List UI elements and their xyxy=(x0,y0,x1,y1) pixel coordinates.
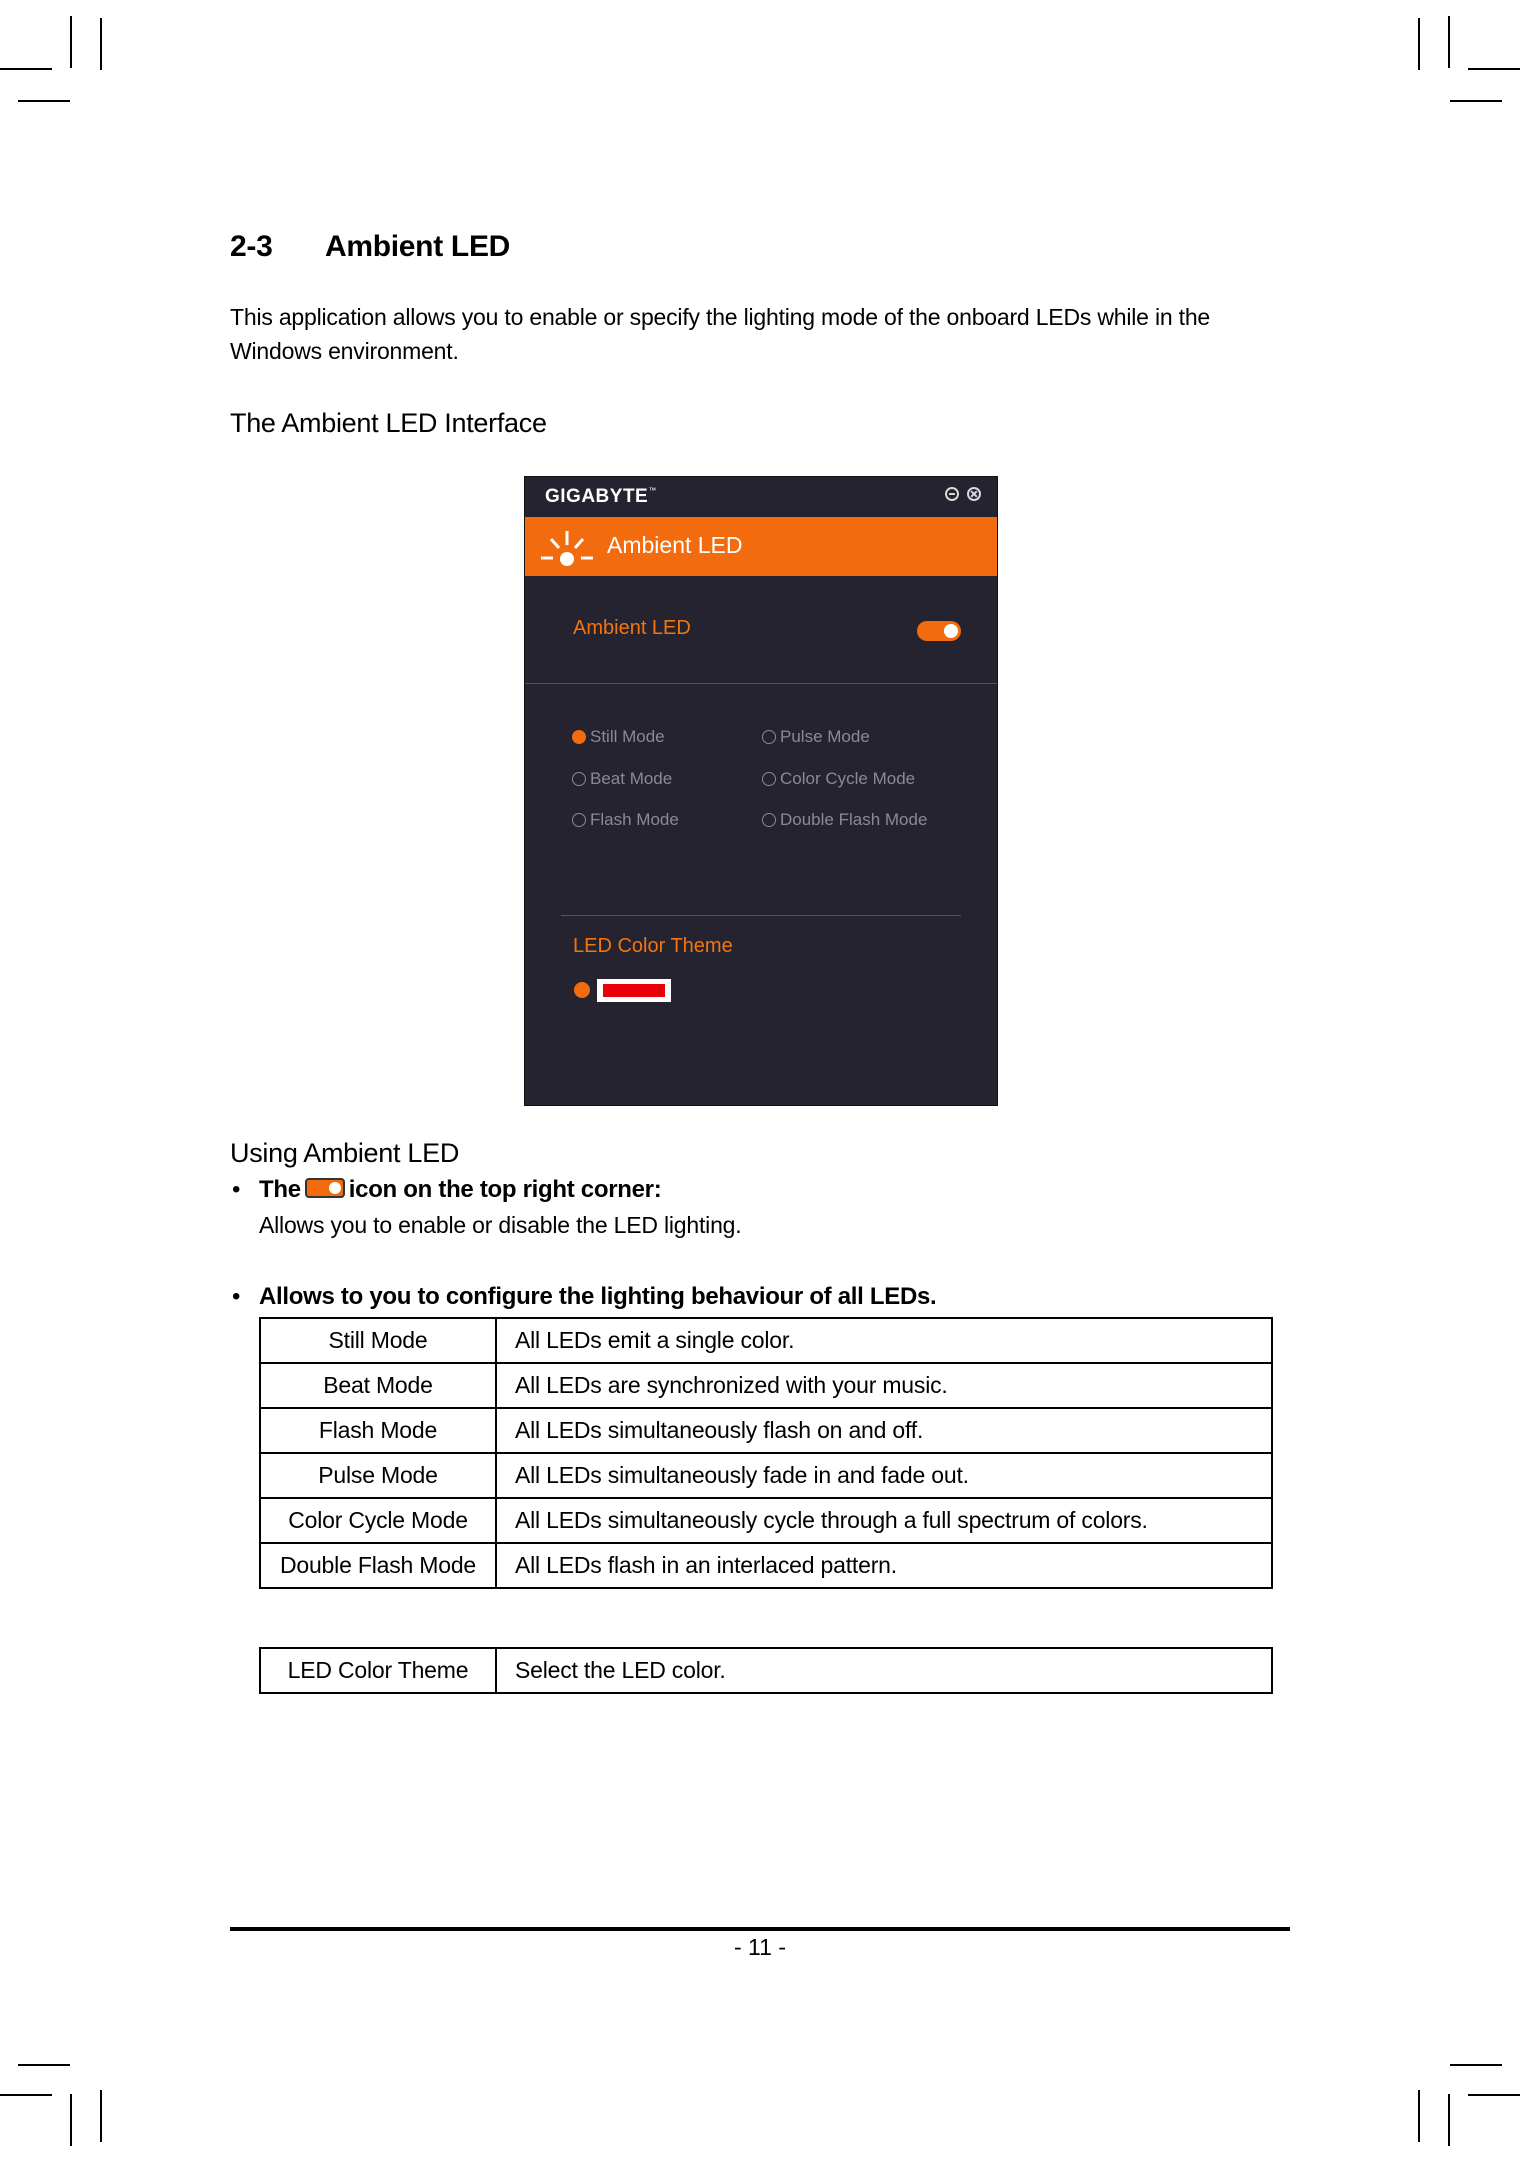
table-row xyxy=(260,1453,1272,1498)
radio-icon xyxy=(762,730,776,744)
toggle-icon xyxy=(305,1178,345,1198)
table-cell-mode: Pulse Mode xyxy=(260,1453,496,1498)
radio-icon xyxy=(572,730,586,744)
color-radio-icon[interactable] xyxy=(574,982,590,998)
table-row xyxy=(260,1543,1272,1588)
title-bar xyxy=(525,477,997,517)
mode-double-flash[interactable]: Double Flash Mode xyxy=(762,810,927,830)
crop-mark xyxy=(70,2094,72,2146)
ambient-led-toggle[interactable] xyxy=(917,621,961,641)
table-cell-desc: All LEDs simultaneously fade in and fade out. xyxy=(496,1453,1272,1498)
radio-icon xyxy=(762,813,776,827)
page-number: - 11 - xyxy=(734,1934,786,1960)
crop-mark xyxy=(100,2090,102,2142)
table-row xyxy=(260,1498,1272,1543)
crop-mark xyxy=(18,2064,70,2066)
crop-mark xyxy=(1448,2094,1450,2146)
radio-icon xyxy=(762,772,776,786)
table-row xyxy=(260,1408,1272,1453)
app-title: Ambient LED xyxy=(607,532,743,558)
footer-rule xyxy=(230,1927,1290,1931)
toggle-knob xyxy=(944,624,958,638)
intro-paragraph: This application allows you to enable or specify the lighting mode of the onboard LEDs while in the Windows environment. xyxy=(230,304,1211,364)
crop-mark xyxy=(1418,18,1420,70)
bullet-toggle-heading: The icon on the top right corner: xyxy=(259,1176,662,1203)
section-number: 2-3 xyxy=(230,230,273,263)
divider xyxy=(561,915,961,916)
table-row xyxy=(260,1363,1272,1408)
mode-table xyxy=(259,1317,1273,1589)
mode-flash[interactable]: Flash Mode xyxy=(572,810,679,830)
color-swatch-fill xyxy=(603,984,665,997)
table-cell-mode: Beat Mode xyxy=(260,1363,496,1408)
section-title: Ambient LED xyxy=(325,230,511,263)
crop-mark xyxy=(1450,2064,1502,2066)
crop-mark xyxy=(0,68,52,70)
usage-heading: Using Ambient LED xyxy=(230,1138,460,1168)
mode-beat[interactable]: Beat Mode xyxy=(572,769,672,789)
crop-mark xyxy=(70,16,72,68)
table-cell-desc: Select the LED color. xyxy=(496,1648,1272,1693)
table-cell-mode: Still Mode xyxy=(260,1318,496,1363)
ambient-led-label: Ambient LED xyxy=(573,617,691,639)
bullet-dot: • xyxy=(232,1283,241,1310)
crop-mark xyxy=(1468,2094,1520,2096)
section-heading xyxy=(230,230,510,264)
table-cell-mode: Color Cycle Mode xyxy=(260,1498,496,1543)
sun-led-icon xyxy=(537,521,601,573)
crop-mark xyxy=(18,100,70,102)
table-cell-mode: LED Color Theme xyxy=(260,1648,496,1693)
mode-still[interactable]: Still Mode xyxy=(572,727,665,747)
crop-mark xyxy=(1468,68,1520,70)
close-icon[interactable] xyxy=(967,487,981,501)
radio-icon xyxy=(572,772,586,786)
app-header xyxy=(525,517,997,576)
table-cell-desc: All LEDs emit a single color. xyxy=(496,1318,1272,1363)
radio-icon xyxy=(572,813,586,827)
table-cell-desc: All LEDs simultaneously flash on and off. xyxy=(496,1408,1272,1453)
crop-mark xyxy=(1448,16,1450,68)
theme-table xyxy=(259,1647,1273,1694)
crop-mark xyxy=(1450,100,1502,102)
table-cell-mode: Double Flash Mode xyxy=(260,1543,496,1588)
crop-mark xyxy=(0,2094,52,2096)
bullet-toggle-desc: Allows you to enable or disable the LED lighting. xyxy=(259,1212,742,1238)
color-swatch[interactable] xyxy=(597,979,671,1002)
ambient-led-window xyxy=(524,476,998,1106)
table-row xyxy=(260,1648,1272,1693)
led-color-theme-label: LED Color Theme xyxy=(573,935,733,957)
crop-mark xyxy=(1418,2090,1420,2142)
divider xyxy=(525,683,997,684)
mode-pulse[interactable]: Pulse Mode xyxy=(762,727,870,747)
table-cell-desc: All LEDs simultaneously cycle through a full spectrum of colors. xyxy=(496,1498,1272,1543)
minimize-icon[interactable] xyxy=(945,487,959,501)
bullet-modes-heading: Allows to you to configure the lighting behaviour of all LEDs. xyxy=(259,1283,937,1310)
table-cell-desc: All LEDs flash in an interlaced pattern. xyxy=(496,1543,1272,1588)
table-cell-mode: Flash Mode xyxy=(260,1408,496,1453)
bullet-dot: • xyxy=(232,1176,241,1203)
table-row xyxy=(260,1318,1272,1363)
gigabyte-logo: GIGABYTE™ xyxy=(545,486,657,507)
interface-heading: The Ambient LED Interface xyxy=(230,408,547,438)
table-cell-desc: All LEDs are synchronized with your music. xyxy=(496,1363,1272,1408)
mode-color-cycle[interactable]: Color Cycle Mode xyxy=(762,769,915,789)
crop-mark xyxy=(100,18,102,70)
